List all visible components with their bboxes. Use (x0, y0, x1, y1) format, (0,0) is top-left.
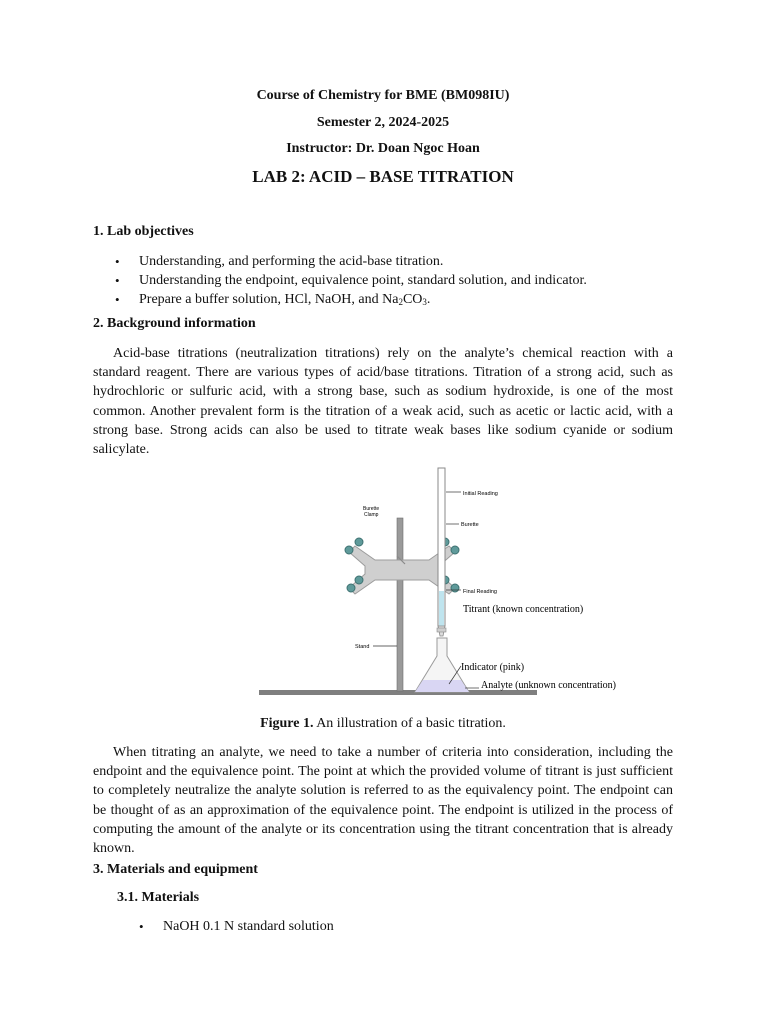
material-item (117, 917, 673, 936)
objective-text: Understanding, and performing the acid-base titration. (139, 254, 444, 269)
objective-text: Prepare a buffer solution, HCl, NaOH, and Na (139, 292, 399, 307)
subsection-3-1-heading: 3.1. Materials (117, 890, 200, 905)
background-paragraph-1: Acid-base titrations (neutralization titrations) rely on the analyte’s chemical reaction with a standard reagent. There are various types of acid/base titrations. Titration of a strong acid, such as hydrochloric or sulfuric acid, with a strong base, such as sodium hydroxide, is one of the most common. Another prevalent form is the titration of a weak acid, such as acetic or lactic acid, with a strong base. Strong acids can also be used to titrate weak bases like sodium cyanide or sodium salicylate. (93, 346, 673, 458)
course-title: Course of Chemistry for BME (BM098IU) (256, 88, 510, 103)
period: . (426, 292, 431, 307)
clamp-knob (355, 538, 363, 546)
stopcock (437, 628, 446, 632)
label-initial-reading: Initial Reading (463, 491, 498, 497)
caption-text: An illustration of a basic titration. (313, 716, 506, 731)
section-2-heading: 2. Background information (93, 316, 256, 331)
label-analyte: Analyte (unknown concentration) (481, 680, 616, 691)
objectives-list (93, 252, 673, 309)
formula-part: CO (402, 292, 423, 307)
section-1-heading: 1. Lab objectives (93, 224, 194, 239)
objective-item (93, 271, 673, 290)
clamp-knob (451, 546, 459, 554)
label-clamp-2: Clamp (364, 512, 379, 518)
objective-item (93, 252, 673, 271)
background-paragraph-2: When titrating an analyte, we need to take a number of criteria into consideration, including the endpoint and the equivalence point. The point at which the provided volume of titrant is just sufficient to completely neutralize the analyte solution is referred to as the equivalency point. The endpoint can be thought of as an approximation of the equivalence point. The endpoint is utilized in the process of computing the amount of the analyte or its concentration using the titrant concentration that is already known. (93, 745, 673, 857)
objective-item (93, 290, 673, 309)
lab-title: LAB 2: ACID – BASE TITRATION (252, 167, 514, 186)
label-burette: Burette (461, 522, 479, 528)
clamp-knob (347, 584, 355, 592)
label-final-reading: Final Reading (463, 589, 497, 595)
clamp-knob (345, 546, 353, 554)
instructor-line: Instructor: Dr. Doan Ngoc Hoan (286, 141, 480, 156)
analyte-solution (415, 680, 469, 692)
section-3-heading: 3. Materials and equipment (93, 862, 258, 877)
objective-text: Understanding the endpoint, equivalence point, standard solution, and indicator. (139, 273, 587, 288)
titration-figure (253, 466, 616, 702)
material-text: NaOH 0.1 N standard solution (163, 919, 334, 934)
materials-list (117, 917, 673, 936)
label-titrant: Titrant (known concentration) (463, 604, 584, 615)
caption-label: Figure 1. (260, 716, 314, 731)
clamp-knob (355, 576, 363, 584)
label-stand: Stand (355, 644, 370, 650)
subscript: 2 (398, 297, 403, 307)
label-clamp-1: Burette (363, 506, 380, 512)
clamp-knob (451, 584, 459, 592)
label-indicator: Indicator (pink) (461, 662, 525, 673)
subscript: 3 (422, 297, 427, 307)
titrant-liquid (439, 591, 444, 626)
semester-line: Semester 2, 2024-2025 (316, 115, 450, 130)
stand-rod (397, 518, 403, 691)
figure-caption (93, 716, 673, 732)
